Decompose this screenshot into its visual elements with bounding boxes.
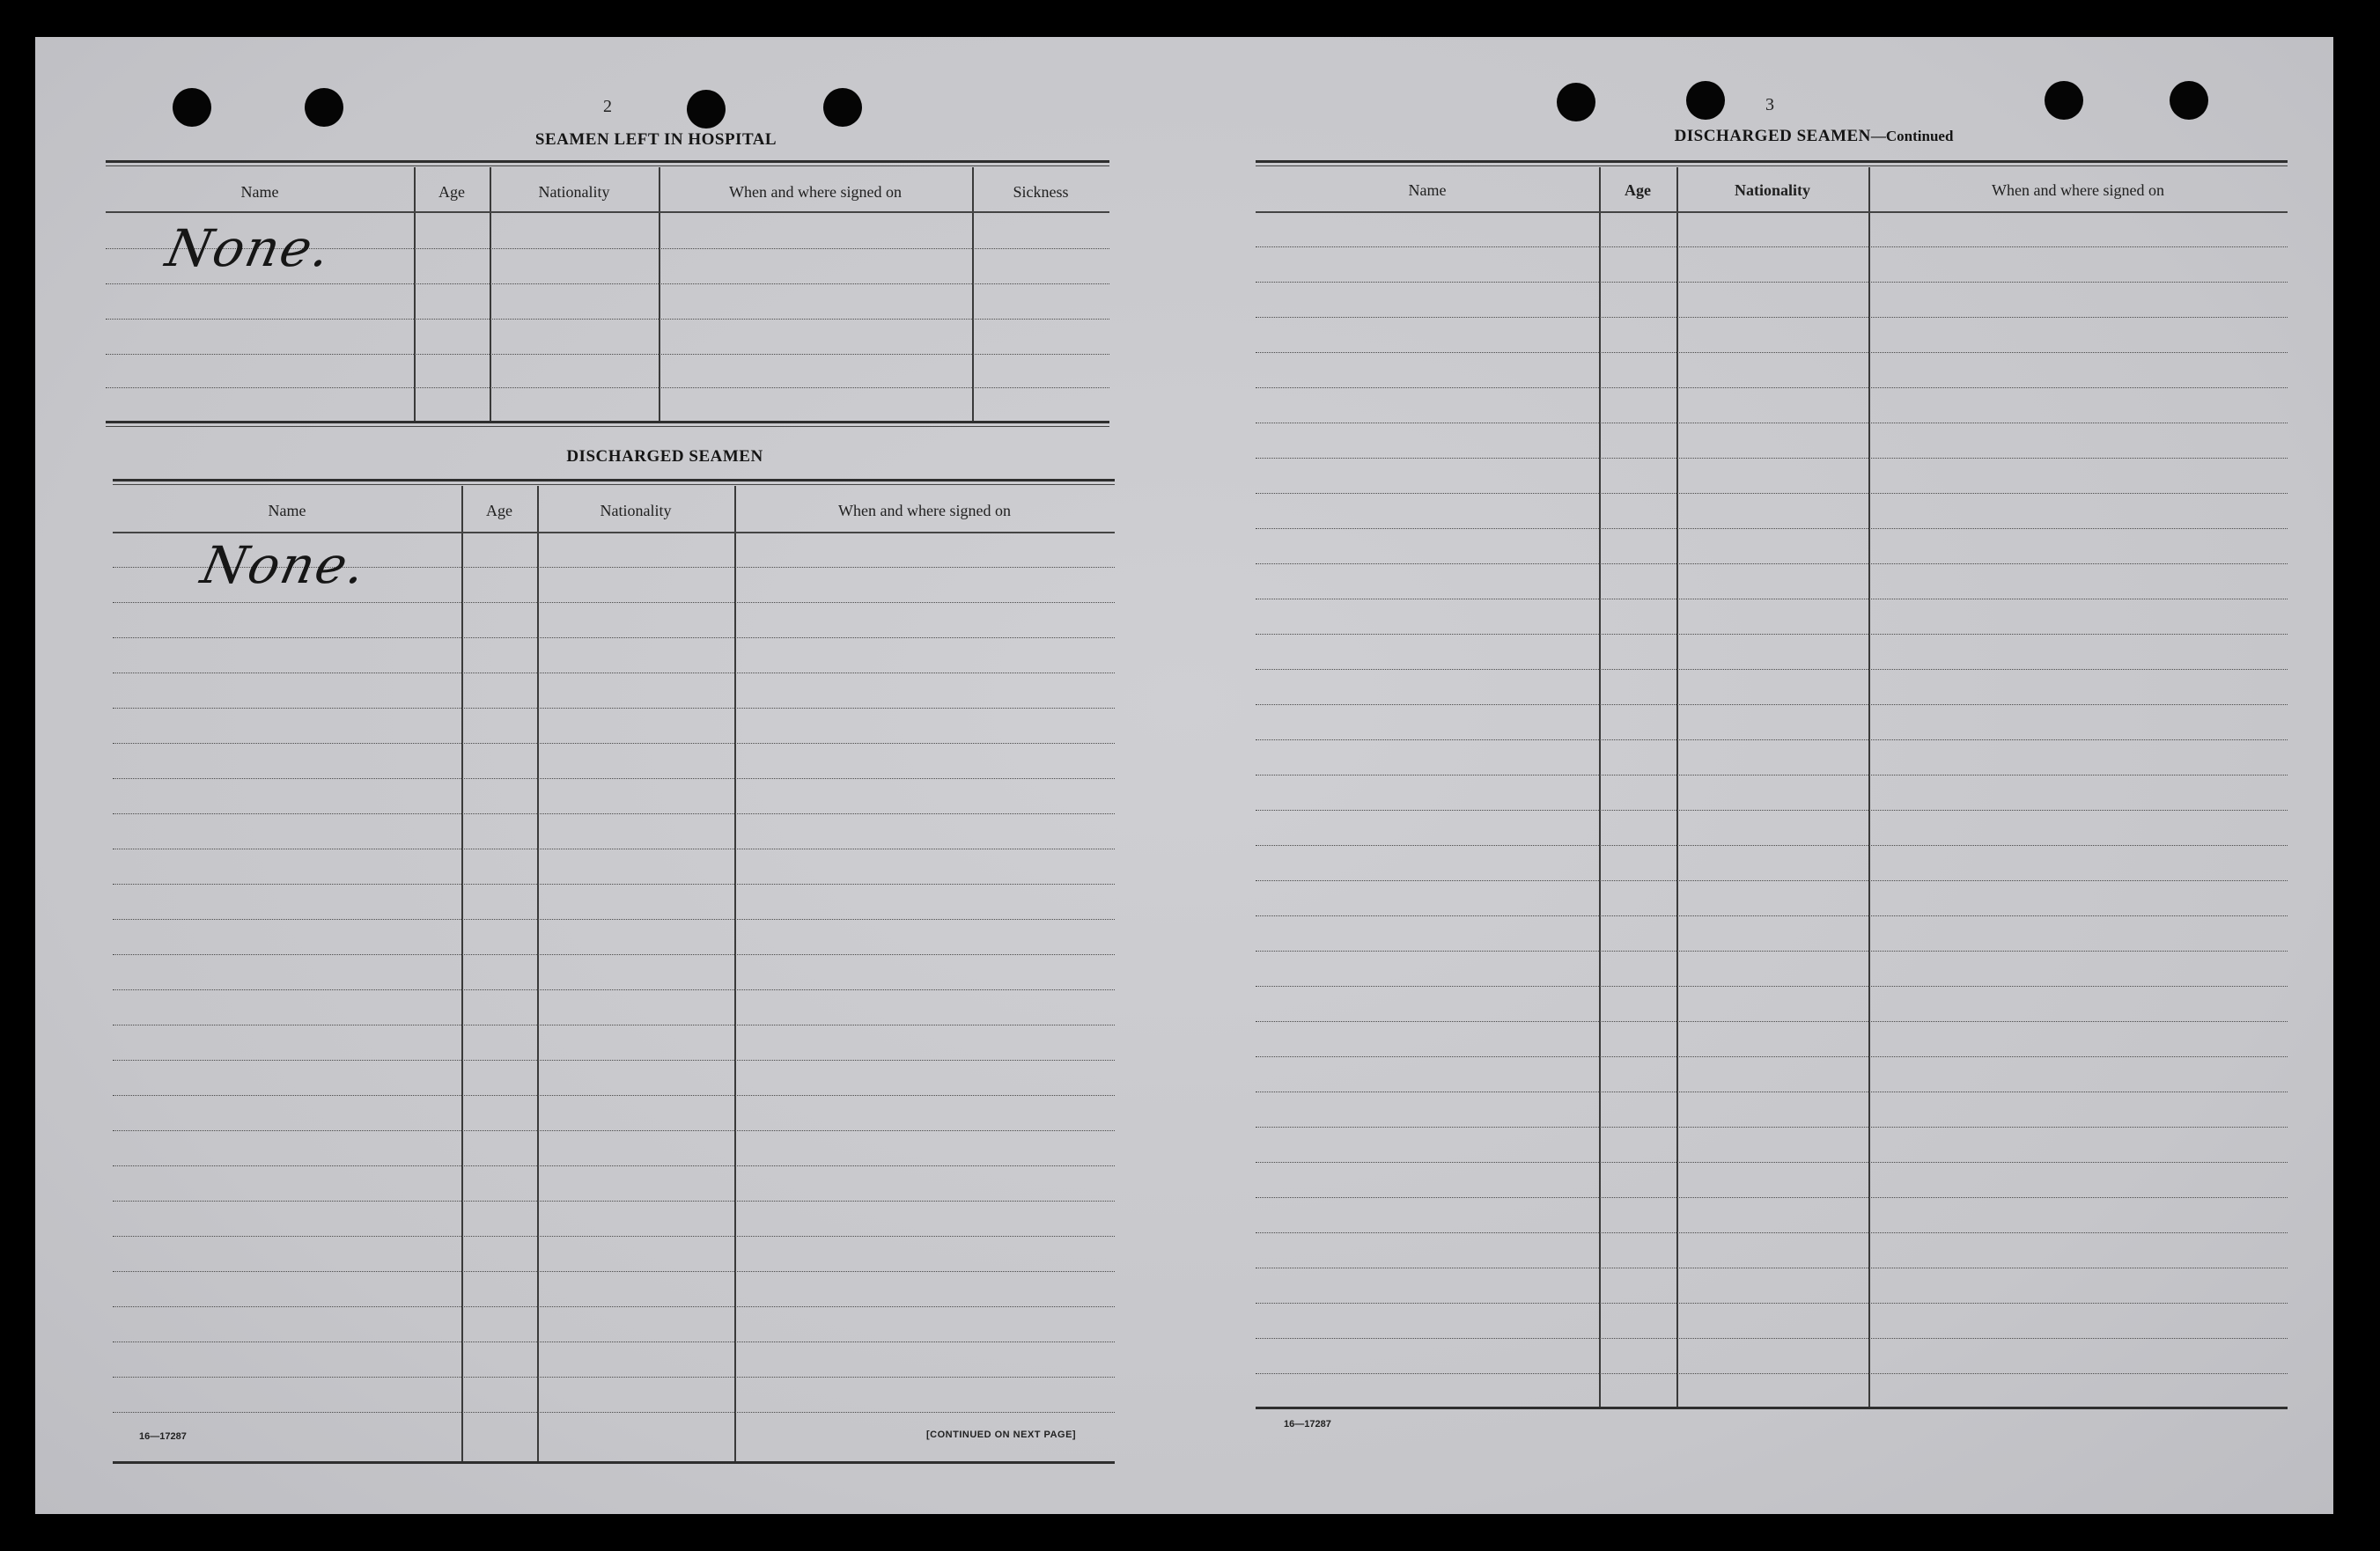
col-header-age: Age [1625, 181, 1651, 199]
discharged-continued-table [1256, 160, 2288, 1428]
discharged-continued-title-main: DISCHARGED SEAMEN [1674, 127, 1871, 145]
punch-hole [2170, 81, 2208, 120]
col-header-when-where: When and where signed on [729, 183, 902, 201]
col-header-name: Name [240, 183, 279, 201]
col-header-when-where: When and where signed on [1992, 181, 2164, 199]
punch-hole [1686, 81, 1725, 120]
form-number-left: 16—17287 [139, 1431, 187, 1442]
discharged-continued-title [1286, 127, 2342, 146]
discharged-section-title: DISCHARGED SEAMEN [566, 447, 763, 466]
punch-hole [173, 88, 211, 127]
form-number-right: 16—17287 [1284, 1419, 1331, 1430]
punch-hole [687, 90, 726, 129]
col-header-sickness: Sickness [1013, 183, 1069, 201]
discharged-entry-handwritten: None. [195, 535, 373, 595]
page-number-left: 2 [603, 97, 612, 116]
col-header-nationality: Nationality [600, 502, 672, 519]
discharged-continued-title-suffix: —Continued [1870, 128, 1954, 144]
col-header-name: Name [268, 502, 306, 519]
discharged-table [113, 479, 1115, 1474]
hospital-table [106, 160, 1109, 465]
punch-hole [823, 88, 862, 127]
page-number-right: 3 [1765, 95, 1774, 114]
col-header-when-where: When and where signed on [838, 502, 1011, 519]
col-header-nationality: Nationality [538, 183, 610, 201]
punch-hole [2045, 81, 2083, 120]
col-header-nationality: Nationality [1734, 181, 1810, 199]
col-header-age: Age [486, 502, 512, 519]
punch-hole [1557, 83, 1595, 121]
hospital-section-title: SEAMEN LEFT IN HOSPITAL [534, 130, 777, 149]
col-header-name: Name [1408, 181, 1447, 199]
hospital-entry-handwritten: None. [160, 218, 338, 278]
col-header-age: Age [438, 183, 465, 201]
punch-hole [305, 88, 343, 127]
continued-note: [CONTINUED ON NEXT PAGE] [926, 1430, 1077, 1440]
manifest-sheet [35, 37, 2333, 1514]
